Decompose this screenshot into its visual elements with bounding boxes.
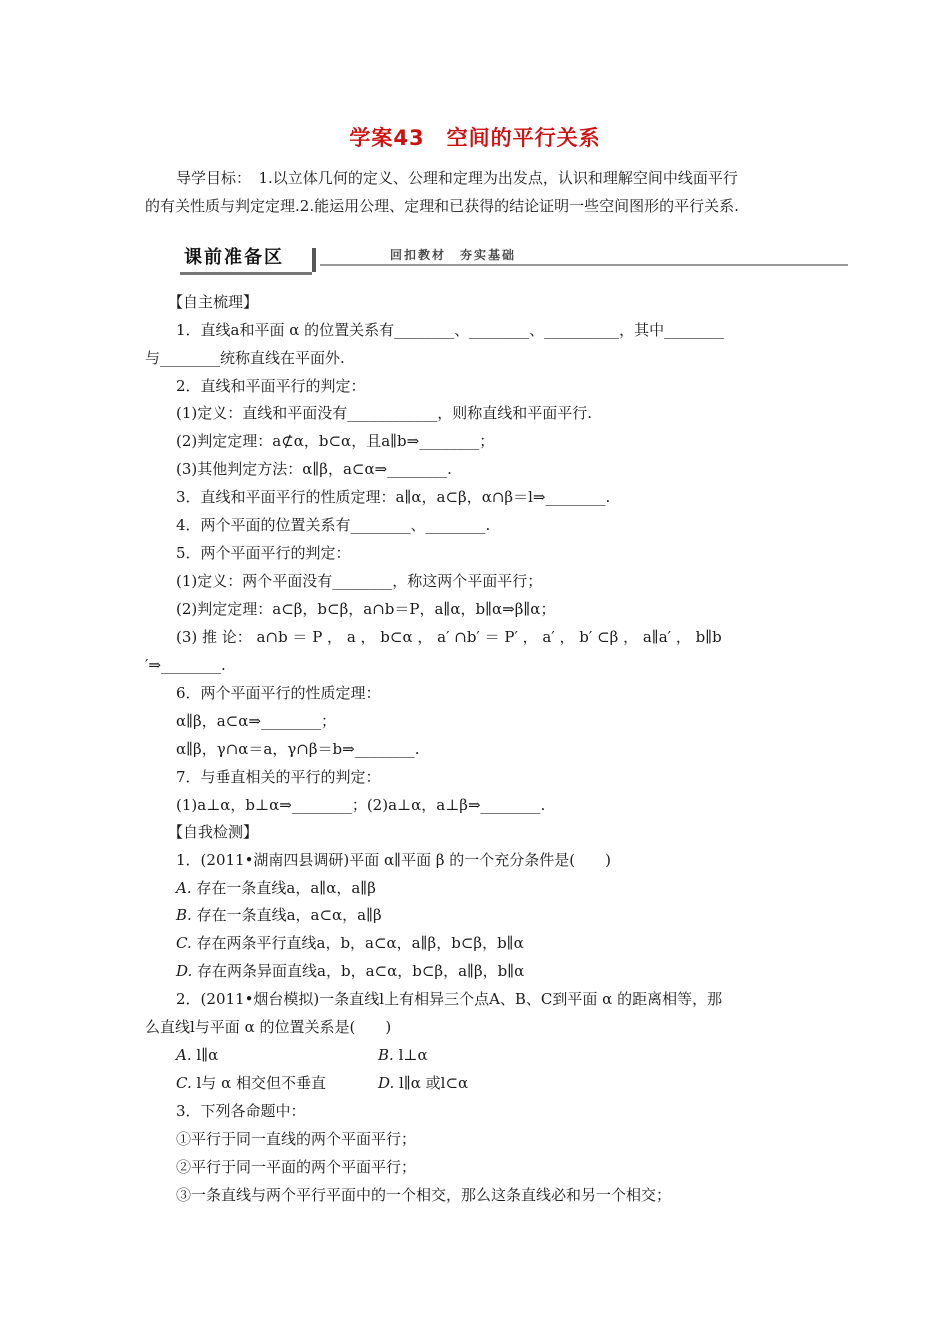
q3-item: ①平行于同一直线的两个平面平行； xyxy=(176,1130,417,1148)
zizhu-line: 4．两个平面的位置关系有________、________. xyxy=(176,516,491,534)
banner-tab-label: 课前准备区 xyxy=(180,246,312,275)
zizhu-line: (1)a⊥α，b⊥α⇒________；(2)a⊥α，a⊥β⇒________. xyxy=(176,796,546,814)
zizhu-line: 5．两个平面平行的判定： xyxy=(176,544,351,562)
q2-option-c: C. l与 α 相交但不垂直 xyxy=(176,1074,326,1092)
q2-option-b: B. l⊥α xyxy=(378,1046,428,1064)
q3-item: ②平行于同一平面的两个平面平行； xyxy=(176,1158,417,1176)
zizhu-line: ′⇒________. xyxy=(145,656,226,674)
banner-divider xyxy=(312,248,316,272)
q1-option-b: B. 存在一条直线a，a⊂α，a∥β xyxy=(176,906,382,924)
intro-line-2: 的有关性质与判定定理.2.能运用公理、定理和已获得的结论证明一些空间图形的平行关系. xyxy=(145,197,739,215)
q2-option-a: A. l∥α xyxy=(176,1046,219,1064)
zizhu-line: 6．两个平面平行的性质定理： xyxy=(176,684,381,702)
q2-stem-line-2: 么直线l与平面 α 的位置关系是( ) xyxy=(145,1018,392,1036)
zizhu-line: α∥β，γ∩α＝a，γ∩β＝b⇒________. xyxy=(176,740,420,758)
zizhu-line: 3．直线和平面平行的性质定理：a∥α，a⊂β，α∩β＝l⇒________. xyxy=(176,488,611,506)
q2-option-d: D. l∥α 或l⊂α xyxy=(378,1074,469,1092)
zizhu-line: (3)其他判定方法：α∥β，a⊂α⇒________. xyxy=(176,460,452,478)
zizhu-line: 7．与垂直相关的平行的判定： xyxy=(176,768,381,786)
zizhu-line: 1．直线a和平面 α 的位置关系有________、________、__________，其中________ xyxy=(176,321,725,339)
q1-option-a: A. 存在一条直线a，a∥α，a∥β xyxy=(176,879,376,897)
zizhu-line: (2)判定定理：a⊂β，b⊂β，a∩b＝P，a∥α，b∥α⇒β∥α； xyxy=(176,600,556,618)
zizhu-line: 与________统称直线在平面外. xyxy=(145,349,345,367)
zizhu-line: α∥β，a⊂α⇒________； xyxy=(176,712,336,730)
section-heading-zizhu: 【自主梳理】 xyxy=(168,293,259,311)
q1-option-c: C. 存在两条平行直线a，b，a⊂α，a∥β，b⊂β，b∥α xyxy=(176,934,524,952)
intro-line-1: 导学目标： 1.以立体几何的定义、公理和定理为出发点，认识和理解空间中线面平行 xyxy=(176,169,738,187)
section-heading-zijian: 【自我检测】 xyxy=(168,823,259,841)
section-banner xyxy=(180,244,850,274)
zizhu-line: (1)定义：两个平面没有________，称这两个平面平行； xyxy=(176,572,543,590)
zizhu-line: 2．直线和平面平行的判定： xyxy=(176,377,366,395)
q1-option-d: D. 存在两条异面直线a，b，a⊂α，b⊂β，a∥β，b∥α xyxy=(176,962,525,980)
q2-stem-line-1: 2．(2011•烟台模拟)一条直线l上有相异三个点A、B、C到平面 α 的距离相等，那 xyxy=(176,990,723,1008)
banner-subtitle: 回扣教材 夯实基础 xyxy=(390,248,517,262)
page-title: 学案43 空间的平行关系 xyxy=(349,126,601,150)
q1-stem: 1．(2011•湖南四县调研)平面 α∥平面 β 的一个充分条件是( ) xyxy=(176,851,612,869)
q3-item: ③一条直线与两个平行平面中的一个相交，那么这条直线必和另一个相交； xyxy=(176,1186,672,1204)
zizhu-line: (1)定义：直线和平面没有____________，则称直线和平面平行. xyxy=(176,404,593,422)
banner-rule xyxy=(320,264,848,266)
q3-stem: 3．下列各命题中： xyxy=(176,1102,306,1120)
zizhu-line: (3) 推 论： a∩b ＝ P ， a ， b⊂α ， a′ ∩b′ ＝ P′ ， a′ ， b′ ⊂β ， a∥a′ ， b∥b xyxy=(176,628,722,646)
zizhu-line: (2)判定定理：a⊄α，b⊂α，且a∥b⇒________； xyxy=(176,432,495,450)
